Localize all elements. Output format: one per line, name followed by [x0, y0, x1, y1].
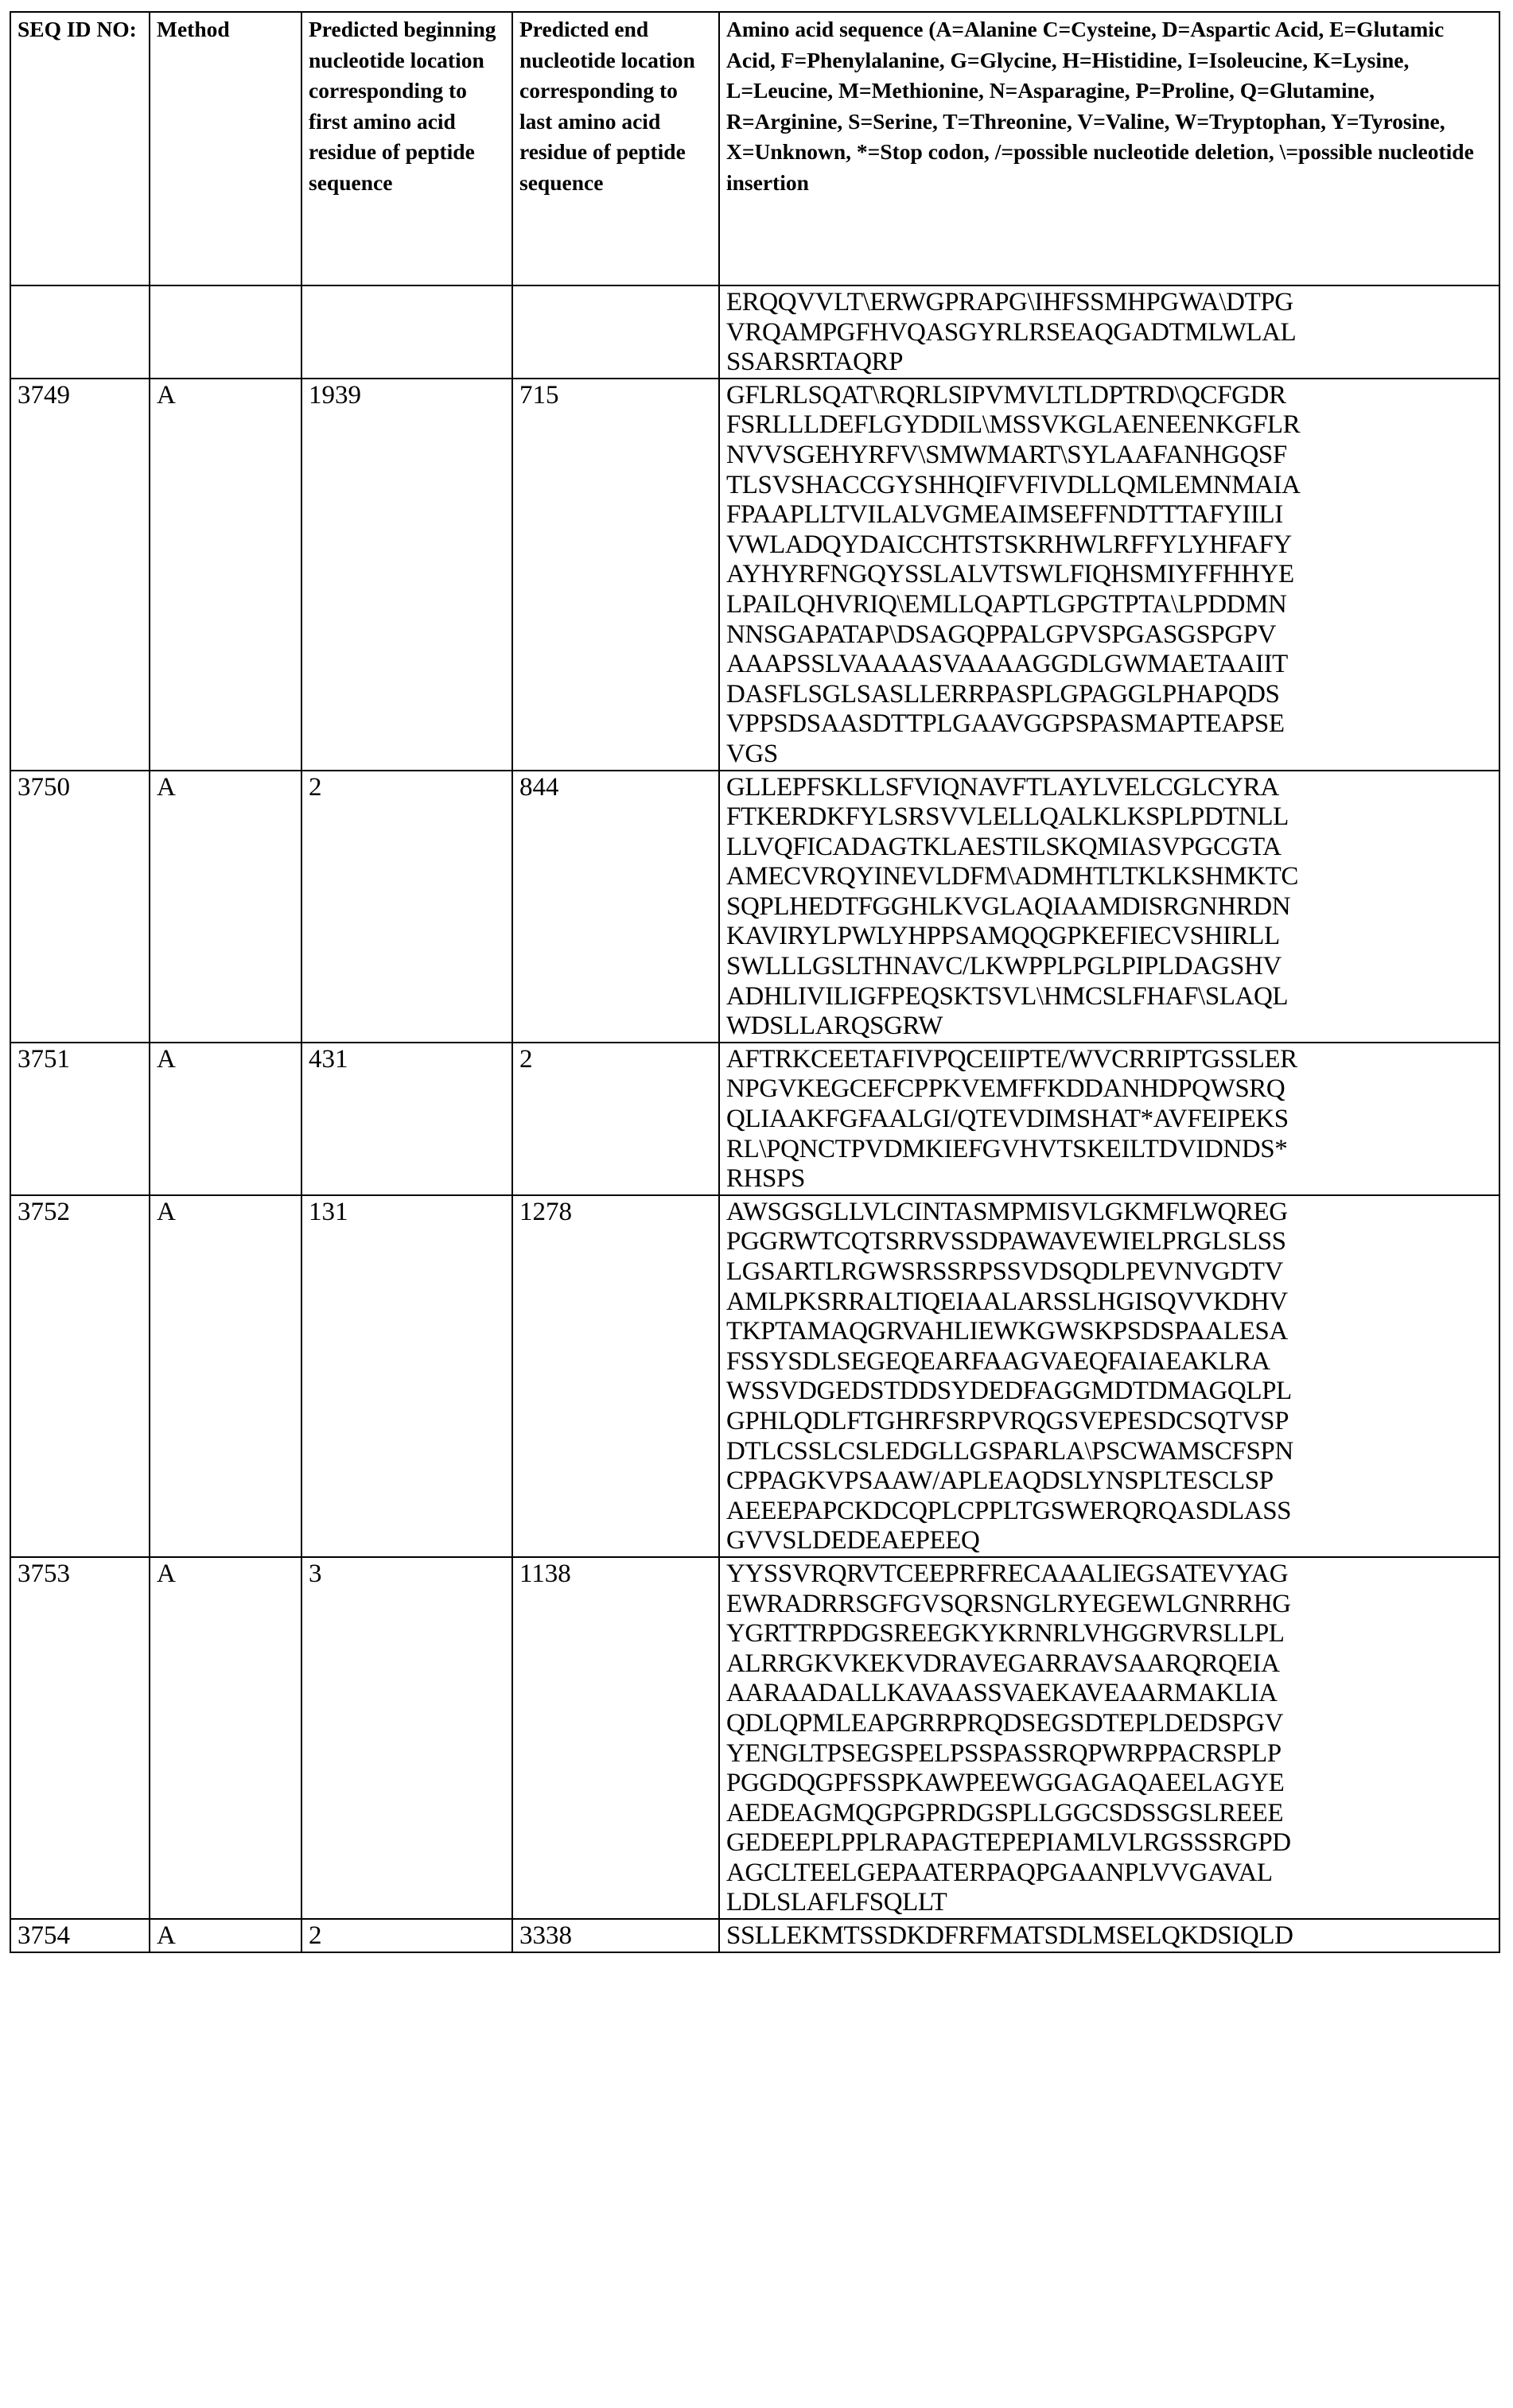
table-row	[10, 1557, 1499, 1919]
sequence-line: EWRADRRSGFGVSQRSNGLRYEGEWLGNRRHG	[726, 1589, 1291, 1618]
sequence-line: FPAAPLLTVILALVGMEAIMSEFFNDTTTAFYIILI	[726, 500, 1283, 530]
sequence-line: WDSLLARQSGRW	[726, 1012, 943, 1041]
end-location-cell: 3338	[512, 1919, 719, 1952]
sequence-cell	[719, 1195, 1499, 1557]
seq-id-cell: 3754	[10, 1919, 150, 1952]
sequence-line: AARAADALLKAVAASSVAEKAVEAARMAKLIA	[726, 1679, 1278, 1708]
sequence-line: TLSVSHACCGYSHHQIFVFIVDLLQMLEMNMAIA	[726, 470, 1301, 499]
begin-location-cell: 2	[301, 771, 512, 1043]
header-amino-acid-sequence: Amino acid sequence (A=Alanine C=Cysteine, D=Aspartic Acid, E=Glutamic Acid, F=Phenylalanine, G=Glycine, H=Histidine, I=Isoleucine, K=Lysine, L=Leucine, M=Methionine, N=Asparagine, P=Proline, Q=Glutamine, R=Arginine, S=Serine, T=Threonine, V=Valine, W=Tryptophan, Y=Tyrosine, X=Unknown, *=Stop codon, /=possible nucleotide deletion, \=possible nucleotide insertion	[719, 12, 1499, 285]
seq-id-cell	[10, 285, 150, 379]
table-row	[10, 285, 1499, 379]
method-cell: A	[150, 1557, 301, 1919]
table-row	[10, 379, 1499, 771]
end-location-cell: 2	[512, 1043, 719, 1195]
sequence-line: KAVIRYLPWLYHPPSAMQQGPKEFIECVSHIRLL	[726, 922, 1280, 951]
sequence-line: TKPTAMAQGRVAHLIEWKGWSKPSDSPAALESA	[726, 1317, 1288, 1346]
sequence-line: YYSSVRQRVTCEEPRFRECAAALIEGSATEVYAG	[726, 1559, 1289, 1588]
sequence-line: GFLRLSQAT\RQRLSIPVMVLTLDPTRD\QCFGDR	[726, 380, 1286, 410]
method-cell: A	[150, 1043, 301, 1195]
method-cell: A	[150, 379, 301, 771]
sequence-line: FTKERDKFYLSRSVVLELLQALKLKSPLPDTNLL	[726, 802, 1289, 832]
sequence-line: YENGLTPSEGSPELPSSPASSRQPWRPPACRSPLP	[726, 1738, 1282, 1768]
sequence-line: CPPAGKVPSAAW/APLEAQDSLYNSPLTESCLSP	[726, 1466, 1274, 1496]
end-location-cell: 715	[512, 379, 719, 771]
sequence-line: DTLCSSLCSLEDGLLGSPARLA\PSCWAMSCFSPN	[726, 1436, 1293, 1466]
sequence-line: GEDEEPLPPLRAPAGTEPEPIAMLVLRGSSSRGPD	[726, 1828, 1291, 1858]
sequence-line: ALRRGKVKEKVDRAVEGARRAVSAARQRQEIA	[726, 1649, 1280, 1678]
method-cell: A	[150, 771, 301, 1043]
sequence-line: AGCLTEELGEPAATERPAQPGAANPLVVGAVAL	[726, 1858, 1273, 1887]
sequence-line: AEEEPAPCKDCQPLCPPLTGSWERQRQASDLASS	[726, 1496, 1292, 1525]
sequence-line: VPPSDSAASDTTPLGAAVGGPSPASMAPTEAPSE	[726, 709, 1285, 739]
sequence-line: RHSPS	[726, 1164, 805, 1194]
table-row	[10, 1195, 1499, 1557]
sequence-line: VRQAMPGFHVQASGYRLRSEAQGADTMLWLAL	[726, 317, 1297, 347]
begin-location-cell: 431	[301, 1043, 512, 1195]
table-row	[10, 771, 1499, 1043]
sequence-line: PGGRWTCQTSRRVSSDPAWAVEWIELPRGLSLSS	[726, 1227, 1286, 1256]
end-location-cell: 844	[512, 771, 719, 1043]
sequence-line: GPHLQDLFTGHRFSRPVRQGSVEPESDCSQTVSP	[726, 1406, 1289, 1435]
sequence-line: ADHLIVILIGFPEQSKTSVL\HMCSLFHAF\SLAQL	[726, 981, 1289, 1011]
header-method: Method	[150, 12, 301, 285]
sequence-line: LPAILQHVRIQ\EMLLQAPTLGPGTPTA\LPDDMN	[726, 589, 1287, 619]
sequence-line: AYHYRFNGQYSSLALVTSWLFIQHSMIYFFHHYE	[726, 560, 1294, 589]
sequence-cell	[719, 1043, 1499, 1195]
begin-location-cell: 131	[301, 1195, 512, 1557]
sequence-line: YGRTTRPDGSREEGKYKRNRLVHGGRVRSLLPL	[726, 1619, 1285, 1649]
sequence-line: DASFLSGLSASLLERRPASPLGPAGGLPHAPQDS	[726, 679, 1280, 709]
sequence-line: LGSARTLRGWSRSSRPSSVDSQDLPEVNVGDTV	[726, 1257, 1283, 1286]
method-cell: A	[150, 1195, 301, 1557]
table-row	[10, 1919, 1499, 1952]
sequence-line: SQPLHEDTFGGHLKVGLAQIAAMDISRGNHRDN	[726, 891, 1291, 921]
sequence-line: AAAPSSLVAAAASVAAAAGGDLGWMAETAAIIT	[726, 650, 1288, 679]
end-location-cell: 1278	[512, 1195, 719, 1557]
sequence-cell	[719, 379, 1499, 771]
sequence-line: LLVQFICADAGTKLAESTILSKQMIASVPGCGTA	[726, 832, 1282, 861]
sequence-line: AWSGSGLLVLCINTASMPMISVLGKMFLWQREG	[726, 1197, 1288, 1226]
sequence-line: QLIAAKFGFAALGI/QTEVDIMSHAT*AVFEIPEKS	[726, 1105, 1289, 1134]
table-row	[10, 1043, 1499, 1195]
sequence-line: NPGVKEGCEFCPPKVEMFFKDDANHDPQWSRQ	[726, 1074, 1285, 1104]
begin-location-cell: 3	[301, 1557, 512, 1919]
header-begin-location: Predicted beginning nucleotide location corresponding to first amino acid residue of peptide sequence	[301, 12, 512, 285]
end-location-cell: 1138	[512, 1557, 719, 1919]
sequence-line: RL\PQNCTPVDMKIEFGVHVTSKEILTDVIDNDS*	[726, 1134, 1288, 1163]
sequence-cell	[719, 771, 1499, 1043]
begin-location-cell: 1939	[301, 379, 512, 771]
seq-id-cell: 3753	[10, 1557, 150, 1919]
sequence-line: QDLQPMLEAPGRRPRQDSEGSDTEPLDEDSPGV	[726, 1708, 1284, 1738]
sequence-line: AEDEAGMQGPGPRDGSPLLGGCSDSSGSLREEE	[726, 1798, 1284, 1827]
sequence-line: AMLPKSRRALTIQEIAALARSSLHGISQVVKDHV	[726, 1287, 1288, 1316]
sequence-line: SSLLEKMTSSDKDFRFMATSDLMSELQKDSIQLD	[726, 1921, 1293, 1951]
sequence-line: SSARSRTAQRP	[726, 348, 904, 377]
seq-id-cell: 3749	[10, 379, 150, 771]
sequence-line: GVVSLDEDEAEPEEQ	[726, 1526, 980, 1555]
sequence-line: NNSGAPATAP\DSAGQPPALGPVSPGASGSPGPV	[726, 619, 1277, 649]
header-seq-id: SEQ ID NO:	[10, 12, 150, 285]
sequence-cell	[719, 285, 1499, 379]
sequence-cell	[719, 1919, 1499, 1952]
header-end-location: Predicted end nucleotide location corresponding to last amino acid residue of peptide sequence	[512, 12, 719, 285]
sequence-line: AFTRKCEETAFIVPQCEIIPTE/WVCRRIPTGSSLER	[726, 1044, 1297, 1074]
sequence-line: NVVSGEHYRFV\SMWMART\SYLAAFANHGQSF	[726, 440, 1287, 469]
sequence-cell	[719, 1557, 1499, 1919]
sequence-line: WSSVDGEDSTDDSYDEDFAGGMDTDMAGQLPL	[726, 1377, 1292, 1406]
sequence-line: AMECVRQYINEVLDFM\ADMHTLTKLKSHMKTC	[726, 862, 1298, 891]
sequence-line: LDLSLAFLFSQLLT	[726, 1888, 947, 1917]
begin-location-cell: 2	[301, 1919, 512, 1952]
sequence-line: SWLLLGSLTHNAVC/LKWPPLPGLPIPLDAGSHV	[726, 952, 1282, 981]
seq-id-cell: 3750	[10, 771, 150, 1043]
end-location-cell	[512, 285, 719, 379]
begin-location-cell	[301, 285, 512, 379]
sequence-line: FSRLLLDEFLGYDDIL\MSSVKGLAENEENKGFLR	[726, 410, 1301, 440]
sequence-line: ERQQVVLT\ERWGPRAPG\IHFSSMHPGWA\DTPG	[726, 288, 1293, 317]
sequence-line: VGS	[726, 739, 778, 768]
seq-id-cell: 3752	[10, 1195, 150, 1557]
sequence-line: VWLADQYDAICCHTSTSKRHWLRFFYLYHFAFY	[726, 530, 1292, 559]
sequence-line: FSSYSDLSEGEQEARFAAGVAEQFAIAEAKLRA	[726, 1346, 1270, 1376]
method-cell	[150, 285, 301, 379]
sequence-line: GLLEPFSKLLSFVIQNAVFTLAYLVELCGLCYRA	[726, 772, 1279, 802]
sequence-line: PGGDQGPFSSPKAWPEEWGGAGAQAEELAGYE	[726, 1769, 1285, 1798]
sequence-table	[10, 11, 1500, 1953]
method-cell: A	[150, 1919, 301, 1952]
header-row	[10, 12, 1499, 285]
seq-id-cell: 3751	[10, 1043, 150, 1195]
